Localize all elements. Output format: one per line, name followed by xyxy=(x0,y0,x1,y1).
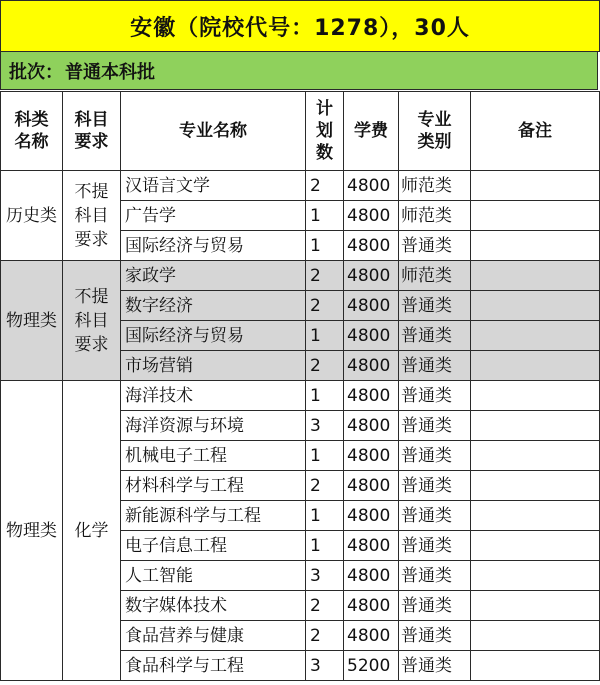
note-cell xyxy=(471,411,600,441)
requirement-cell xyxy=(63,171,121,261)
table-header-row xyxy=(1,92,600,171)
type-cell: 普通类 xyxy=(399,351,471,381)
fee-cell: 4800 xyxy=(344,291,399,321)
requirement-cell xyxy=(63,261,121,381)
table-row xyxy=(1,261,600,291)
note-cell xyxy=(471,261,600,291)
note-cell xyxy=(471,171,600,201)
note-cell xyxy=(471,591,600,621)
header-note: 备注 xyxy=(471,92,600,171)
fee-cell: 4800 xyxy=(344,201,399,231)
major-cell: 国际经济与贸易 xyxy=(121,321,306,351)
fee-cell: 4800 xyxy=(344,231,399,261)
type-cell: 普通类 xyxy=(399,411,471,441)
major-cell: 机械电子工程 xyxy=(121,441,306,471)
major-cell: 汉语言文学 xyxy=(121,171,306,201)
plan-cell: 1 xyxy=(306,381,344,411)
plan-cell: 2 xyxy=(306,351,344,381)
requirement-text: 不提 科目 要求 xyxy=(74,286,109,355)
major-cell: 食品科学与工程 xyxy=(121,651,306,681)
batch-bar xyxy=(0,52,598,90)
table-row xyxy=(1,171,600,201)
category-cell: 物理类 xyxy=(1,381,63,681)
header-major: 专业名称 xyxy=(121,92,306,171)
type-cell: 普通类 xyxy=(399,231,471,261)
plan-cell: 1 xyxy=(306,531,344,561)
category-cell: 历史类 xyxy=(1,171,63,261)
fee-cell: 4800 xyxy=(344,501,399,531)
table-row xyxy=(1,381,600,411)
type-cell: 师范类 xyxy=(399,171,471,201)
major-cell: 数字媒体技术 xyxy=(121,591,306,621)
note-cell xyxy=(471,621,600,651)
plan-cell: 2 xyxy=(306,621,344,651)
page-title: 安徽（院校代号：1278），30人 xyxy=(0,0,600,52)
plan-cell: 1 xyxy=(306,201,344,231)
major-cell: 海洋技术 xyxy=(121,381,306,411)
header-category: 科类 名称 xyxy=(1,92,63,171)
major-cell: 市场营销 xyxy=(121,351,306,381)
plan-cell: 2 xyxy=(306,261,344,291)
fee-cell: 4800 xyxy=(344,351,399,381)
requirement-text: 化学 xyxy=(74,520,109,541)
type-cell: 普通类 xyxy=(399,441,471,471)
major-cell: 电子信息工程 xyxy=(121,531,306,561)
major-cell: 材料科学与工程 xyxy=(121,471,306,501)
note-cell xyxy=(471,501,600,531)
note-cell xyxy=(471,291,600,321)
plan-cell: 2 xyxy=(306,291,344,321)
header-fee: 学费 xyxy=(344,92,399,171)
type-cell: 普通类 xyxy=(399,471,471,501)
plan-cell: 2 xyxy=(306,171,344,201)
plan-cell: 1 xyxy=(306,501,344,531)
note-cell xyxy=(471,231,600,261)
category-cell: 物理类 xyxy=(1,261,63,381)
requirement-text: 不提 科目 要求 xyxy=(74,181,109,250)
type-cell: 普通类 xyxy=(399,321,471,351)
note-cell xyxy=(471,441,600,471)
major-cell: 新能源科学与工程 xyxy=(121,501,306,531)
note-cell xyxy=(471,471,600,501)
fee-cell: 4800 xyxy=(344,261,399,291)
major-cell: 数字经济 xyxy=(121,291,306,321)
fee-cell: 4800 xyxy=(344,591,399,621)
type-cell: 普通类 xyxy=(399,531,471,561)
major-cell: 食品营养与健康 xyxy=(121,621,306,651)
fee-cell: 4800 xyxy=(344,321,399,351)
note-cell xyxy=(471,561,600,591)
major-cell: 家政学 xyxy=(121,261,306,291)
note-cell xyxy=(471,351,600,381)
header-type: 专业 类别 xyxy=(399,92,471,171)
major-cell: 人工智能 xyxy=(121,561,306,591)
note-cell xyxy=(471,201,600,231)
type-cell: 普通类 xyxy=(399,651,471,681)
fee-cell: 4800 xyxy=(344,441,399,471)
header-requirement: 科目 要求 xyxy=(63,92,121,171)
plan-cell: 3 xyxy=(306,411,344,441)
type-cell: 普通类 xyxy=(399,591,471,621)
major-cell: 海洋资源与环境 xyxy=(121,411,306,441)
requirement-cell xyxy=(63,381,121,681)
fee-cell: 4800 xyxy=(344,561,399,591)
batch-value: 普通本科批 xyxy=(65,61,155,83)
plan-cell: 3 xyxy=(306,561,344,591)
fee-cell: 4800 xyxy=(344,411,399,441)
note-cell xyxy=(471,321,600,351)
table-body xyxy=(1,171,600,681)
plan-cell: 2 xyxy=(306,471,344,501)
header-plan: 计 划 数 xyxy=(306,92,344,171)
fee-cell: 5200 xyxy=(344,651,399,681)
type-cell: 普通类 xyxy=(399,381,471,411)
major-cell: 国际经济与贸易 xyxy=(121,231,306,261)
type-cell: 师范类 xyxy=(399,201,471,231)
type-cell: 普通类 xyxy=(399,621,471,651)
note-cell xyxy=(471,531,600,561)
plan-cell: 1 xyxy=(306,321,344,351)
fee-cell: 4800 xyxy=(344,171,399,201)
plan-cell: 2 xyxy=(306,591,344,621)
fee-cell: 4800 xyxy=(344,381,399,411)
type-cell: 普通类 xyxy=(399,501,471,531)
type-cell: 普通类 xyxy=(399,291,471,321)
fee-cell: 4800 xyxy=(344,471,399,501)
note-cell xyxy=(471,381,600,411)
note-cell xyxy=(471,651,600,681)
plan-cell: 3 xyxy=(306,651,344,681)
type-cell: 师范类 xyxy=(399,261,471,291)
enrollment-table xyxy=(0,91,600,681)
type-cell: 普通类 xyxy=(399,561,471,591)
fee-cell: 4800 xyxy=(344,621,399,651)
batch-label: 批次： xyxy=(9,61,63,83)
plan-cell: 1 xyxy=(306,231,344,261)
fee-cell: 4800 xyxy=(344,531,399,561)
major-cell: 广告学 xyxy=(121,201,306,231)
plan-cell: 1 xyxy=(306,441,344,471)
